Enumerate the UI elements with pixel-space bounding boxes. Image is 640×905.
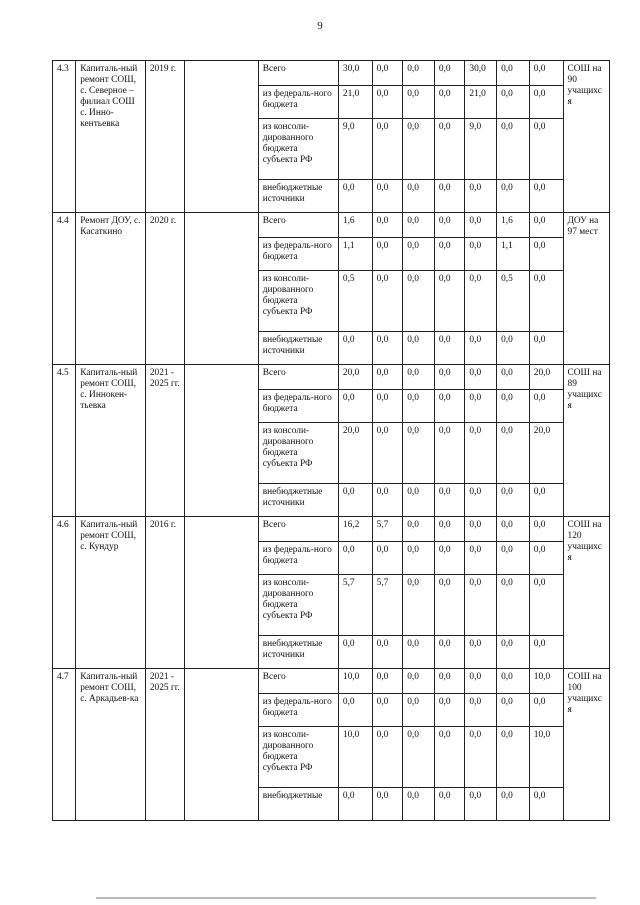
value-cell: 0,0	[529, 390, 563, 423]
value-cell: 0,0	[372, 86, 403, 119]
value-cell: 0,0	[465, 694, 497, 727]
value-cell: 0,0	[529, 180, 563, 213]
value-cell: 0,0	[465, 332, 497, 365]
funding-source: внебюджетные источники	[258, 332, 338, 365]
period: 2021 - 2025 гг.	[145, 669, 184, 821]
value-cell: 0,0	[529, 213, 563, 238]
value-cell: 0,0	[465, 542, 497, 575]
value-cell: 0,0	[497, 694, 530, 727]
value-cell: 0,0	[497, 365, 530, 390]
value-cell: 0,0	[465, 788, 497, 821]
value-cell: 0,0	[372, 636, 403, 669]
value-cell: 0,0	[434, 788, 465, 821]
value-cell: 1,6	[497, 213, 530, 238]
value-cell: 0,0	[529, 271, 563, 332]
value-cell: 0,0	[497, 61, 530, 86]
value-cell: 30,0	[465, 61, 497, 86]
funding-source: из консоли-дированного бюджета субъекта РФ	[258, 423, 338, 484]
value-cell: 0,0	[403, 365, 435, 390]
value-cell: 0,0	[465, 575, 497, 636]
period: 2021 - 2025 гг.	[145, 365, 184, 517]
value-cell: 0,0	[434, 727, 465, 788]
value-cell: 10,0	[338, 727, 372, 788]
value-cell: 0,0	[497, 423, 530, 484]
value-cell: 0,0	[529, 332, 563, 365]
value-cell: 0,0	[434, 365, 465, 390]
value-cell: 0,0	[497, 542, 530, 575]
value-cell: 1,1	[338, 238, 372, 271]
object-name: Капиталь-ный ремонт СОШ, с. Иннокен-тьевка	[76, 365, 146, 517]
value-cell: 0,0	[465, 180, 497, 213]
scan-artifact-line	[96, 897, 596, 899]
value-cell: 0,0	[372, 238, 403, 271]
value-cell: 0,0	[434, 119, 465, 180]
value-cell: 0,0	[497, 575, 530, 636]
funding-source: Всего	[258, 61, 338, 86]
value-cell: 0,0	[403, 694, 435, 727]
value-cell: 0,0	[372, 542, 403, 575]
period: 2020 г.	[145, 213, 184, 365]
value-cell: 0,0	[529, 61, 563, 86]
value-cell: 0,0	[403, 788, 435, 821]
funding-source: из федераль-ного бюджета	[258, 238, 338, 271]
value-cell: 20,0	[338, 365, 372, 390]
funding-source: из консоли-дированного бюджета субъекта РФ	[258, 727, 338, 788]
value-cell: 0,0	[434, 180, 465, 213]
value-cell: 0,0	[529, 86, 563, 119]
expected-result: СОШ на 90 учащихся	[563, 61, 610, 213]
object-name: Капиталь-ный ремонт СОШ, с. Кундур	[76, 517, 146, 669]
value-cell: 5,7	[372, 575, 403, 636]
value-cell: 0,0	[434, 575, 465, 636]
value-cell: 0,0	[434, 484, 465, 517]
value-cell: 0,0	[403, 575, 435, 636]
value-cell: 0,0	[372, 727, 403, 788]
value-cell: 0,0	[372, 390, 403, 423]
value-cell: 0,0	[434, 517, 465, 542]
funding-source: из консоли-дированного бюджета субъекта РФ	[258, 575, 338, 636]
value-cell: 0,0	[434, 271, 465, 332]
value-cell: 0,0	[403, 180, 435, 213]
value-cell: 0,0	[434, 669, 465, 694]
value-cell: 0,0	[465, 423, 497, 484]
value-cell: 0,0	[465, 484, 497, 517]
value-cell: 1,1	[497, 238, 530, 271]
section-number: 4.3	[53, 61, 76, 213]
value-cell: 0,0	[434, 86, 465, 119]
value-cell: 9,0	[465, 119, 497, 180]
value-cell: 0,0	[497, 119, 530, 180]
value-cell: 0,0	[529, 694, 563, 727]
value-cell: 0,0	[403, 271, 435, 332]
page-number: 9	[317, 20, 323, 32]
value-cell: 0,0	[434, 542, 465, 575]
table-row	[53, 669, 610, 694]
value-cell: 0,0	[338, 484, 372, 517]
funding-source: Всего	[258, 213, 338, 238]
value-cell: 0,0	[465, 517, 497, 542]
value-cell: 0,0	[434, 213, 465, 238]
value-cell: 0,0	[529, 542, 563, 575]
value-cell: 0,0	[497, 332, 530, 365]
value-cell: 0,0	[497, 86, 530, 119]
funding-source: из федераль-ного бюджета	[258, 86, 338, 119]
blank-cell	[184, 213, 258, 365]
funding-source: из федераль-ного бюджета	[258, 694, 338, 727]
value-cell: 21,0	[338, 86, 372, 119]
value-cell: 0,0	[434, 332, 465, 365]
section-number: 4.6	[53, 517, 76, 669]
funding-source: Всего	[258, 669, 338, 694]
value-cell: 0,0	[465, 669, 497, 694]
funding-source: внебюджетные источники	[258, 636, 338, 669]
value-cell: 0,0	[465, 636, 497, 669]
period: 2019 г.	[145, 61, 184, 213]
value-cell: 0,0	[372, 669, 403, 694]
value-cell: 0,0	[465, 238, 497, 271]
funding-source: Всего	[258, 517, 338, 542]
funding-source: внебюджетные источники	[258, 484, 338, 517]
value-cell: 0,0	[372, 271, 403, 332]
value-cell: 0,0	[434, 694, 465, 727]
value-cell: 0,0	[372, 694, 403, 727]
value-cell: 0,0	[529, 119, 563, 180]
value-cell: 0,0	[497, 390, 530, 423]
value-cell: 0,0	[497, 517, 530, 542]
value-cell: 0,0	[372, 365, 403, 390]
value-cell: 0,0	[465, 271, 497, 332]
value-cell: 0,0	[338, 542, 372, 575]
blank-cell	[184, 669, 258, 821]
value-cell: 21,0	[465, 86, 497, 119]
value-cell: 0,0	[403, 86, 435, 119]
blank-cell	[184, 61, 258, 213]
value-cell: 0,0	[529, 788, 563, 821]
value-cell: 0,0	[403, 119, 435, 180]
expected-result: СОШ на 89 учащихся	[563, 365, 610, 517]
funding-source: из федераль-ного бюджета	[258, 542, 338, 575]
value-cell: 0,0	[403, 61, 435, 86]
value-cell: 10,0	[529, 669, 563, 694]
value-cell: 0,0	[338, 788, 372, 821]
object-name: Ремонт ДОУ, с. Касаткино	[76, 213, 146, 365]
value-cell: 5,7	[338, 575, 372, 636]
value-cell: 0,0	[529, 517, 563, 542]
value-cell: 0,0	[372, 180, 403, 213]
expected-result: СОШ на 100 учащихся	[563, 669, 610, 821]
value-cell: 0,0	[529, 238, 563, 271]
value-cell: 0,0	[434, 636, 465, 669]
section-number: 4.5	[53, 365, 76, 517]
value-cell: 0,0	[497, 636, 530, 669]
value-cell: 0,0	[403, 213, 435, 238]
value-cell: 0,0	[372, 119, 403, 180]
value-cell: 0,0	[529, 636, 563, 669]
value-cell: 0,0	[434, 238, 465, 271]
value-cell: 20,0	[529, 423, 563, 484]
section-number: 4.4	[53, 213, 76, 365]
blank-cell	[184, 517, 258, 669]
value-cell: 0,0	[403, 423, 435, 484]
value-cell: 0,0	[465, 390, 497, 423]
value-cell: 0,0	[338, 390, 372, 423]
value-cell: 0,0	[403, 636, 435, 669]
value-cell: 0,0	[497, 669, 530, 694]
expected-result: СОШ на 120 учащихся	[563, 517, 610, 669]
value-cell: 0,0	[465, 213, 497, 238]
value-cell: 0,0	[403, 390, 435, 423]
value-cell: 0,0	[434, 61, 465, 86]
value-cell: 0,0	[529, 575, 563, 636]
value-cell: 0,0	[372, 484, 403, 517]
value-cell: 0,0	[403, 517, 435, 542]
value-cell: 0,0	[338, 636, 372, 669]
value-cell: 0,0	[372, 213, 403, 238]
funding-source: из консоли-дированного бюджета субъекта РФ	[258, 119, 338, 180]
object-name: Капиталь-ный ремонт СОШ, с. Аркадьев-ка	[76, 669, 146, 821]
value-cell: 9,0	[338, 119, 372, 180]
value-cell: 0,0	[403, 542, 435, 575]
value-cell: 0,0	[497, 484, 530, 517]
table-row	[53, 365, 610, 390]
value-cell: 0,0	[372, 423, 403, 484]
value-cell: 30,0	[338, 61, 372, 86]
value-cell: 0,0	[372, 332, 403, 365]
value-cell: 0,0	[372, 788, 403, 821]
funding-source: из федераль-ного бюджета	[258, 390, 338, 423]
value-cell: 0,0	[372, 61, 403, 86]
value-cell: 0,5	[497, 271, 530, 332]
expected-result: ДОУ на 97 мест	[563, 213, 610, 365]
value-cell: 20,0	[338, 423, 372, 484]
value-cell: 0,0	[465, 727, 497, 788]
value-cell: 10,0	[338, 669, 372, 694]
value-cell: 10,0	[529, 727, 563, 788]
table-row	[53, 61, 610, 86]
value-cell: 0,0	[403, 727, 435, 788]
value-cell: 0,5	[338, 271, 372, 332]
value-cell: 20,0	[529, 365, 563, 390]
value-cell: 1,6	[338, 213, 372, 238]
funding-source: Всего	[258, 365, 338, 390]
value-cell: 0,0	[529, 484, 563, 517]
funding-source: внебюджетные	[258, 788, 338, 821]
value-cell: 0,0	[434, 390, 465, 423]
funding-source: внебюджетные источники	[258, 180, 338, 213]
value-cell: 16,2	[338, 517, 372, 542]
value-cell: 0,0	[403, 669, 435, 694]
section-number: 4.7	[53, 669, 76, 821]
period: 2016 г.	[145, 517, 184, 669]
object-name: Капиталь-ный ремонт СОШ, с. Северное – филиал СОШ с. Инно-кентьевка	[76, 61, 146, 213]
blank-cell	[184, 365, 258, 517]
funding-source: из консоли-дированного бюджета субъекта РФ	[258, 271, 338, 332]
value-cell: 0,0	[338, 180, 372, 213]
value-cell: 0,0	[434, 423, 465, 484]
value-cell: 0,0	[403, 484, 435, 517]
table-row	[53, 213, 610, 238]
value-cell: 5,7	[372, 517, 403, 542]
table-row	[53, 517, 610, 542]
value-cell: 0,0	[403, 238, 435, 271]
value-cell: 0,0	[497, 727, 530, 788]
value-cell: 0,0	[338, 694, 372, 727]
value-cell: 0,0	[465, 365, 497, 390]
budget-table	[52, 60, 610, 821]
value-cell: 0,0	[497, 788, 530, 821]
value-cell: 0,0	[338, 332, 372, 365]
value-cell: 0,0	[403, 332, 435, 365]
value-cell: 0,0	[497, 180, 530, 213]
